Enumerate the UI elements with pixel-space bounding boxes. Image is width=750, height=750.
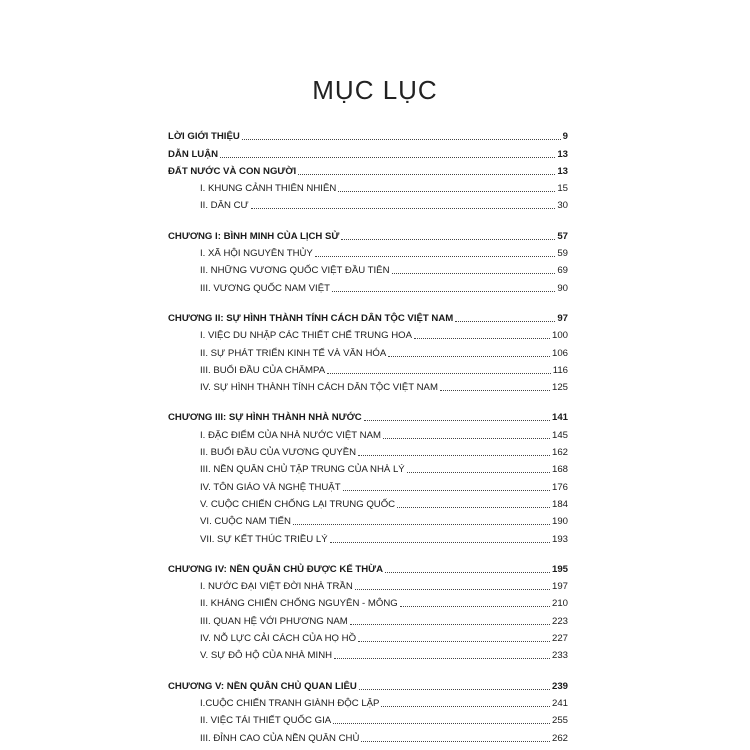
- toc-subentry: [168, 527, 568, 544]
- entry-title: CHƯƠNG IV: NỀN QUÂN CHỦ ĐƯỢC KẾ THỪA: [168, 563, 384, 575]
- page-number: 210: [551, 598, 568, 610]
- page-number: 13: [557, 165, 568, 177]
- dot-leader: [355, 589, 550, 590]
- toc-subentry: [168, 194, 568, 211]
- entry-title: II. NHỮNG VƯƠNG QUỐC VIỆT ĐẦU TIÊN: [200, 265, 390, 277]
- entry-title: VI. CUỘC NAM TIẾN: [200, 516, 291, 528]
- toc-subentry: [168, 341, 568, 358]
- toc-subentry: [168, 458, 568, 475]
- dot-leader: [330, 542, 550, 543]
- entry-title: I.CUỘC CHIẾN TRANH GIÀNH ĐỘC LẬP: [200, 697, 380, 709]
- page-number: 97: [557, 312, 568, 324]
- dot-leader: [327, 373, 551, 374]
- toc-subentry: [168, 276, 568, 293]
- page-number: 227: [551, 633, 568, 645]
- toc-subentry: [168, 324, 568, 341]
- toc-chapter-entry: [168, 142, 568, 159]
- dot-leader: [293, 524, 550, 525]
- toc-section: [168, 307, 568, 393]
- entry-title: IV. SỰ HÌNH THÀNH TÍNH CÁCH DÂN TỘC VIỆT NAM: [200, 382, 438, 394]
- entry-title: CHƯƠNG III: SỰ HÌNH THÀNH NHÀ NƯỚC: [168, 412, 362, 424]
- toc-subentry: [168, 726, 568, 743]
- page-number: 106: [551, 347, 568, 359]
- entry-title: I. VIỆC DU NHẬP CÁC THIẾT CHẾ TRUNG HOA: [200, 330, 412, 342]
- toc-chapter-entry: [168, 160, 568, 177]
- entry-title: III. VƯƠNG QUỐC NAM VIỆT: [200, 282, 330, 294]
- page-number: 162: [551, 447, 568, 459]
- page-number: 255: [551, 715, 568, 727]
- toc-subentry: [168, 575, 568, 592]
- dot-leader: [333, 723, 550, 724]
- entry-title: V. CUỘC CHIẾN CHỐNG LẠI TRUNG QUỐC: [200, 498, 396, 510]
- toc-subentry: [168, 177, 568, 194]
- dot-leader: [385, 572, 550, 573]
- entry-title: IV. TÔN GIÁO VÀ NGHỆ THUẬT: [200, 481, 341, 493]
- dot-leader: [298, 174, 555, 175]
- entry-title: II. KHÁNG CHIẾN CHỐNG NGUYÊN - MÔNG: [200, 598, 398, 610]
- page-number: 69: [557, 265, 568, 277]
- page-number: 13: [557, 148, 568, 160]
- dot-leader: [361, 741, 550, 742]
- page-number: 176: [551, 481, 568, 493]
- dot-leader: [407, 472, 550, 473]
- toc-section: [168, 558, 568, 662]
- entry-title: I. ĐẶC ĐIỂM CỦA NHÀ NƯỚC VIỆT NAM: [200, 429, 381, 441]
- dot-leader: [338, 191, 555, 192]
- toc-section: [168, 406, 568, 544]
- entry-title: VII. SỰ KẾT THÚC TRIỀU LÝ: [200, 533, 328, 545]
- page-number: 125: [551, 382, 568, 394]
- dot-leader: [350, 624, 550, 625]
- dot-leader: [358, 641, 550, 642]
- page-number: 197: [551, 581, 568, 593]
- toc-subentry: [168, 376, 568, 393]
- entry-title: IV. NỖ LỰC CẢI CÁCH CỦA HỌ HỒ: [200, 633, 357, 645]
- dot-leader: [358, 455, 550, 456]
- page-number: 145: [551, 429, 568, 441]
- entry-title: II. VIỆC TÁI THIẾT QUỐC GIA: [200, 715, 332, 727]
- page-number: 233: [551, 650, 568, 662]
- entry-title: I. XÃ HỘI NGUYÊN THỦY: [200, 248, 313, 260]
- entry-title: CHƯƠNG I: BÌNH MINH CỦA LỊCH SỬ: [168, 230, 340, 242]
- entry-title: II. DÂN CƯ: [200, 200, 249, 212]
- table-of-contents: [168, 125, 568, 744]
- page-number: 30: [557, 200, 568, 212]
- toc-chapter-entry: [168, 307, 568, 324]
- toc-subentry: [168, 627, 568, 644]
- dot-leader: [359, 689, 550, 690]
- toc-section: [168, 125, 568, 211]
- entry-title: V. SỰ ĐÔ HỘ CỦA NHÀ MINH: [200, 650, 333, 662]
- page-number: 141: [551, 412, 568, 424]
- toc-subentry: [168, 259, 568, 276]
- page-number: 184: [551, 498, 568, 510]
- page-number: 15: [557, 183, 568, 195]
- dot-leader: [251, 208, 556, 209]
- toc-chapter-entry: [168, 674, 568, 691]
- page-number: 193: [551, 533, 568, 545]
- entry-title: CHƯƠNG II: SỰ HÌNH THÀNH TÍNH CÁCH DÂN TỘC VIỆT NAM: [168, 312, 454, 324]
- page-number: 57: [557, 230, 568, 242]
- dot-leader: [414, 338, 550, 339]
- page-number: 100: [551, 330, 568, 342]
- page-number: 239: [551, 680, 568, 692]
- entry-title: III. QUAN HỆ VỚI PHƯƠNG NAM: [200, 615, 348, 627]
- dot-leader: [334, 658, 550, 659]
- dot-leader: [381, 706, 550, 707]
- toc-subentry: [168, 475, 568, 492]
- entry-title: ĐẤT NƯỚC VÀ CON NGƯỜI: [168, 165, 297, 177]
- dot-leader: [315, 256, 555, 257]
- page-title: MỤC LỤC: [312, 75, 438, 106]
- page-number: 116: [552, 364, 568, 376]
- dot-leader: [397, 507, 550, 508]
- entry-title: III. ĐỈNH CAO CỦA NỀN QUÂN CHỦ: [200, 732, 360, 744]
- dot-leader: [400, 606, 550, 607]
- dot-leader: [440, 390, 550, 391]
- entry-title: DẪN LUẬN: [168, 148, 219, 160]
- dot-leader: [455, 321, 555, 322]
- toc-subentry: [168, 692, 568, 709]
- page-number: 223: [551, 615, 568, 627]
- dot-leader: [343, 490, 550, 491]
- entry-title: I. KHUNG CẢNH THIÊN NHIÊN: [200, 183, 337, 195]
- entry-title: I. NƯỚC ĐẠI VIỆT ĐỜI NHÀ TRẦN: [200, 581, 353, 593]
- toc-section: [168, 224, 568, 293]
- entry-title: II. SỰ PHÁT TRIỂN KINH TẾ VÀ VĂN HÓA: [200, 347, 387, 359]
- toc-subentry: [168, 441, 568, 458]
- toc-subentry: [168, 423, 568, 440]
- entry-title: II. BUỔI ĐẦU CỦA VƯƠNG QUYỀN: [200, 447, 357, 459]
- page-number: 190: [551, 516, 568, 528]
- page-number: 168: [551, 464, 568, 476]
- dot-leader: [242, 139, 561, 140]
- dot-leader: [383, 438, 550, 439]
- dot-leader: [388, 356, 550, 357]
- entry-title: LỜI GIỚI THIỆU: [168, 131, 240, 143]
- toc-chapter-entry: [168, 224, 568, 241]
- toc-subentry: [168, 359, 568, 376]
- page-number: 195: [551, 563, 568, 575]
- toc-chapter-entry: [168, 406, 568, 423]
- toc-subentry: [168, 644, 568, 661]
- dot-leader: [364, 420, 550, 421]
- page-number: 241: [551, 697, 568, 709]
- toc-section: [168, 674, 568, 743]
- dot-leader: [392, 273, 556, 274]
- toc-subentry: [168, 592, 568, 609]
- page-number: 59: [557, 248, 568, 260]
- page-number: 262: [551, 732, 568, 744]
- toc-chapter-entry: [168, 558, 568, 575]
- page-number: 90: [557, 282, 568, 294]
- entry-title: III. BUỔI ĐẦU CỦA CHĂMPA: [200, 364, 326, 376]
- toc-subentry: [168, 709, 568, 726]
- toc-chapter-entry: [168, 125, 568, 142]
- entry-title: III. NỀN QUÂN CHỦ TẬP TRUNG CỦA NHÀ LÝ: [200, 464, 405, 476]
- toc-subentry: [168, 242, 568, 259]
- dot-leader: [220, 157, 555, 158]
- dot-leader: [332, 291, 555, 292]
- toc-subentry: [168, 609, 568, 626]
- entry-title: CHƯƠNG V: NỀN QUÂN CHỦ QUAN LIÊU: [168, 680, 357, 692]
- page-number: 9: [562, 131, 568, 143]
- dot-leader: [341, 239, 555, 240]
- toc-subentry: [168, 510, 568, 527]
- toc-subentry: [168, 493, 568, 510]
